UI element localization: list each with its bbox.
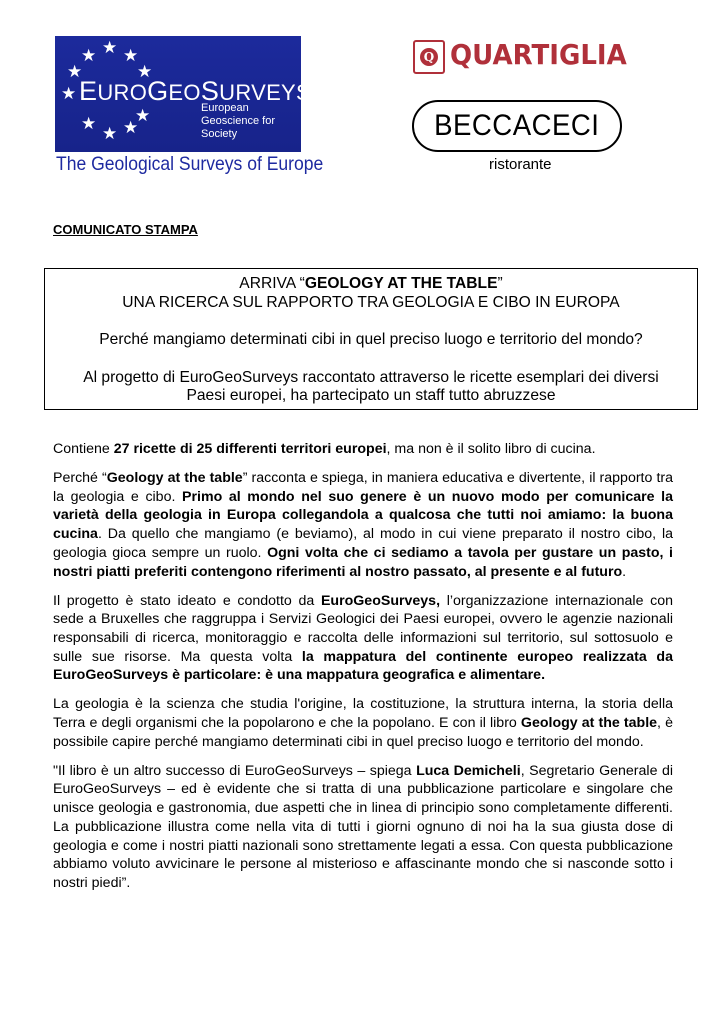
quartiglia-wordmark: QUARTIGLIA xyxy=(450,38,627,71)
paragraph-2: Perché “Geology at the table” racconta e spiega, in maniera educativa e divertente, il rapporto tra la geologia e cibo. Primo al mondo nel suo genere è un nuovo modo per comunicare la varietà della geologia in Europa collegandola a qualcosa che tutti noi amiamo: la buona cucina. Da quello che mangiamo (e beviamo), al modo in cui viene preparato il nostro cibo, la geologia gioca sempre un ruolo. Ogni volta che ci sediamo a tavola per gustare un pasto, i nostri piatti preferiti contengono riferimenti al nostro passato, al presente e al futuro. xyxy=(53,470,674,580)
paragraph-3: Il progetto è stato ideato e condotto da EuroGeoSurveys, l’organizzazione internazionale con sede a Bruxelles che raggruppa i Servizi Geologici dei Paesi europei, ovvero le agenzie nazionali responsabili di ricerca, monitoraggio e raccolta delle informazioni sul territorio, sul sottosuolo e sulle sue risorse. Ma questa volta la mappatura del continente europeo realizzata da EuroGeoSurveys è particolare: è una mappatura geografica e alimentare. xyxy=(53,592,674,684)
beccaceci-wordmark: BECCACECI xyxy=(434,109,600,142)
star-icon: ★ xyxy=(102,38,118,58)
star-icon: ★ xyxy=(102,124,118,144)
title-box xyxy=(44,268,698,410)
title-line-5: Paesi europei, ha partecipato un staff tutto abruzzese xyxy=(186,387,556,404)
title-line-4: Al progetto di EuroGeoSurveys raccontato attraverso le ricette esemplari dei diversi xyxy=(83,368,659,386)
title-line-2: UNA RICERCA SUL RAPPORTO TRA GEOLOGIA E CIBO IN EUROPA xyxy=(122,293,620,311)
paragraph-4: La geologia è la scienza che studia l'origine, la costituzione, la struttura interna, la storia della Terra e degli organismi che la popolarono e che la popolano. E con il libro Geology at the table, è possibile capire perché mangiamo determinati cibi in quel preciso luogo e territorio del mondo. xyxy=(53,696,673,750)
star-icon: ★ xyxy=(81,114,97,134)
eurogeosurveys-logo xyxy=(55,36,311,152)
star-icon: ★ xyxy=(137,62,153,82)
paragraph-1: Contiene 27 ricette di 25 differenti territori europei, ma non è il solito libro di cucina. xyxy=(53,441,596,457)
star-icon: ★ xyxy=(123,46,139,66)
star-icon: ★ xyxy=(67,62,83,82)
press-release-heading: COMUNICATO STAMPA xyxy=(53,222,198,237)
title-question: Perché mangiamo determinati cibi in quel preciso luogo e territorio del mondo? xyxy=(99,331,643,348)
article-body xyxy=(53,440,673,903)
eurogeosurveys-tagline: The Geological Surveys of Europe xyxy=(56,153,324,175)
eurogeosurveys-wordmark: EUROGEOSURVEYS xyxy=(79,76,311,106)
star-icon: ★ xyxy=(123,118,139,138)
quartiglia-apple-icon: Q xyxy=(413,40,445,74)
paragraph-5: "Il libro è un altro successo di EuroGeoSurveys – spiega Luca Demicheli, Segretario Generale di EuroGeoSurveys – ed è evidente che si tratta di una pubblicazione particolare e singolare che unisce geologia e gastronomia, due aspetti che in linea di principio sono completamente differenti. La pubblicazione illustra come nella vita di tutti i giorni ognuno di noi ha la sua giusta dose di geologia e come i nostri piatti nazionali sono strettamente legati a essa. Con questa pubblicazione abbiamo voluto avvicinare le persone al misterioso e affascinante mondo che si nasconde sotto i nostri piedi”. xyxy=(53,762,673,891)
eurogeosurveys-subtitle: European Geoscience for Society xyxy=(201,102,275,140)
title-line-1: ARRIVA “GEOLOGY AT THE TABLE” xyxy=(239,275,503,292)
star-icon: ★ xyxy=(81,46,97,66)
star-icon: ★ xyxy=(135,106,151,126)
beccaceci-logo xyxy=(412,100,622,152)
star-icon: ★ xyxy=(61,84,77,104)
beccaceci-subtitle: ristorante xyxy=(489,156,552,173)
